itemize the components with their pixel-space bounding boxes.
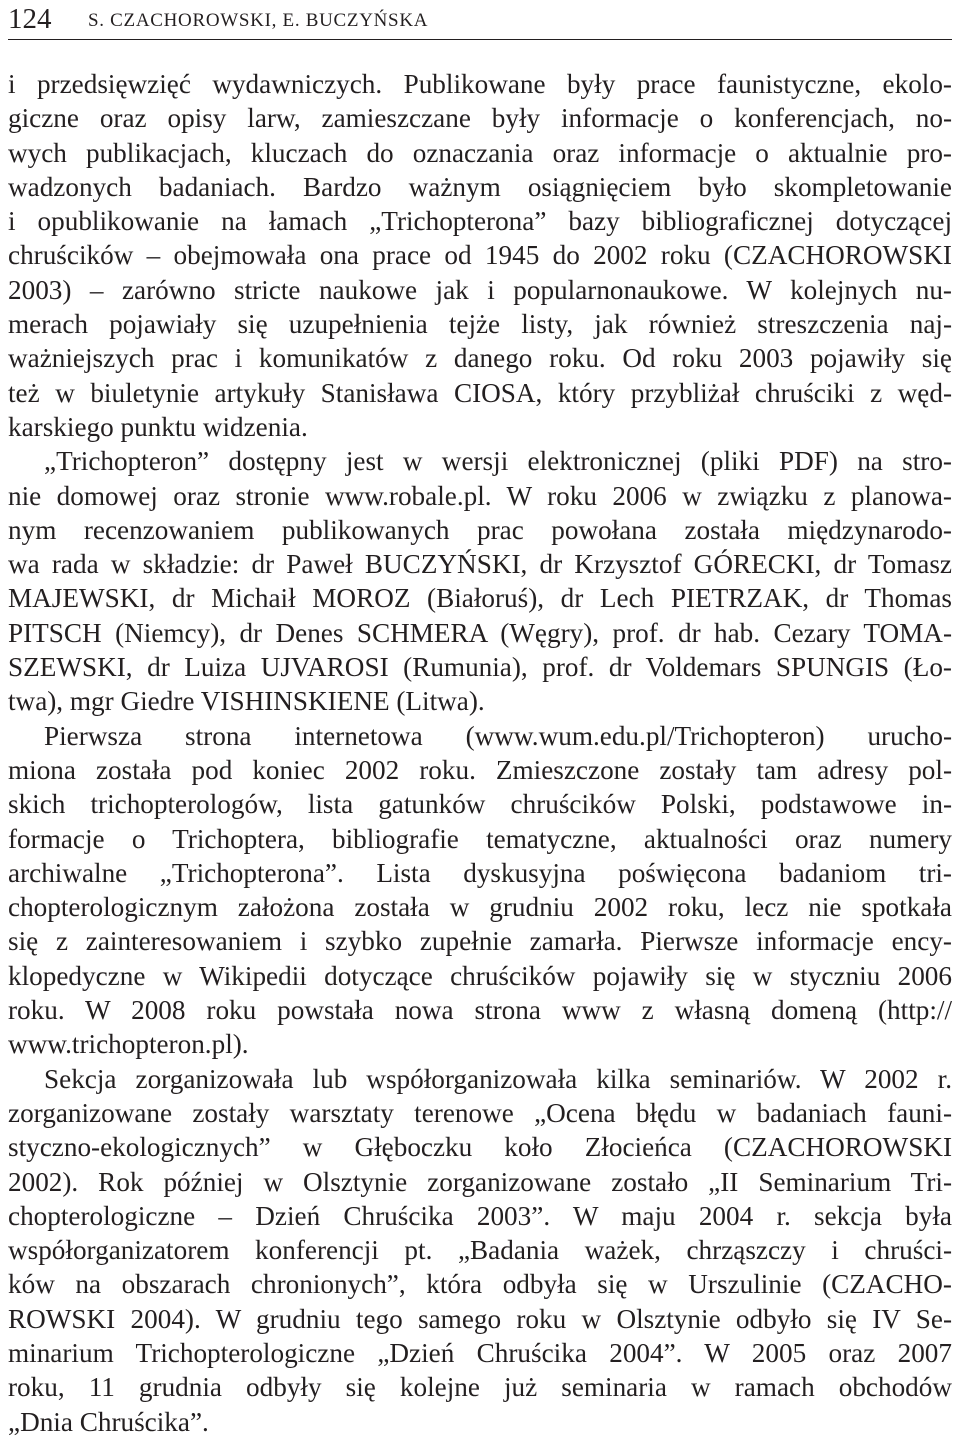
text-line: roku, 11 grudnia odbyły się kolejne już seminaria w ramach obchodów [8,1372,952,1403]
text-line: formacje o Trichoptera, bibliografie tematyczne, aktualności oraz numery [8,823,952,854]
text-line: www.trichopteron.pl). [8,1029,249,1060]
text-line: archiwalne „Trichopterona”. Lista dyskusyjna poświęcona badaniom tri- [8,857,952,888]
header-rule [8,39,952,40]
text-line: wa rada w składzie: dr Paweł BUCZYŃSKI, dr Krzysztof GÓRECKI, dr Tomasz [8,549,952,580]
text-line: chruścików – obejmowała ona prace od 1945 do 2002 roku (CZACHOROWSKI [8,240,952,271]
text-line: nym recenzowaniem publikowanych prac powołana została międzynarodo- [8,514,952,545]
text-line: MAJEWSKI, dr Michaił MOROZ (Białoruś), dr Lech PIETRZAK, dr Thomas [8,583,952,614]
text-line: wych publikacjach, kluczach do oznaczania oraz informacje o aktualnie pro- [8,137,952,168]
text-line: też w biuletynie artykuły Stanisława CIOSA, który przybliżał chruściki z węd- [8,377,952,408]
text-line: 2002). Rok później w Olsztynie zorganizowane zostało „II Seminarium Tri- [8,1166,952,1197]
text-line: Pierwsza strona internetowa (www.wum.edu.pl/Trichopteron) urucho- [44,720,952,751]
text-line: się z zainteresowaniem i szybko zupełnie zamarła. Pierwsze informacje ency- [8,926,952,957]
text-line: PITSCH (Niemcy), dr Denes SCHMERA (Węgry), prof. dr hab. Cezary TOMA- [8,617,952,648]
text-line: skich trichopterologów, lista gatunków chruścików Polski, podstawowe in- [8,789,952,820]
text-line: SZEWSKI, dr Luiza UJVAROSI (Rumunia), prof. dr Voldemars SPUNGIS (Ło- [8,652,952,683]
text-line: miona została pod koniec 2002 roku. Zmieszczone zostały tam adresy pol- [8,754,952,785]
text-line: roku. W 2008 roku powstała nowa strona www z własną domeną (http:// [8,995,952,1026]
text-line: i przedsięwzięć wydawniczych. Publikowane były prace faunistyczne, ekolo- [8,69,952,99]
text-line: zorganizowane zostały warsztaty terenowe „Ocena błędu w badaniach fauni- [8,1097,952,1128]
text-line: karskiego punktu widzenia. [8,411,308,442]
text-line: chopterologiczne – Dzień Chruścika 2003”. W maju 2004 r. sekcja była [8,1200,952,1231]
text-line: chopterologicznym założona została w grudniu 2002 roku, lecz nie spotkała [8,892,952,923]
text-line: minarium Trichopterologiczne „Dzień Chruścika 2004”. W 2005 oraz 2007 [8,1337,952,1368]
text-line: „Trichopteron” dostępny jest w wersji elektronicznej (pliki PDF) na stro- [44,446,952,477]
text-line: ków na obszarach chronionych”, która odbyła się w Urszulinie (CZACHO- [8,1269,952,1300]
running-head: S. CZACHOROWSKI, E. BUCZYŃSKA [88,10,429,31]
text-line: i opublikowanie na łamach „Trichopterona” bazy bibliograficznej dotyczącej [8,206,952,237]
text-line: klopedyczne w Wikipedii dotyczące chruścików pojawiły się w styczniu 2006 [8,960,952,991]
page-number: 124 [8,3,52,35]
text-line: giczne oraz opisy larw, zamieszczane były informacje o konferencjach, no- [8,103,952,134]
text-line: ważniejszych prac i komunikatów z danego roku. Od roku 2003 pojawiły się [8,343,952,374]
text-line: nie domowej oraz stronie www.robale.pl. W roku 2006 w związku z planowa- [8,480,952,511]
document-page [8,0,952,1455]
text-line: ROWSKI 2004). W grudniu tego samego roku w Olsztynie odbyło się IV Se- [8,1303,952,1334]
text-line: 2003) – zarówno stricte naukowe jak i popularnonaukowe. W kolejnych nu- [8,274,952,305]
text-line: współorganizatorem konferencji pt. „Badania ważek, chrząszczy i chruści- [8,1235,952,1266]
text-line: Sekcja zorganizowała lub współorganizowała kilka seminariów. W 2002 r. [44,1063,952,1094]
body-text [8,67,952,1439]
text-line: styczno-ekologicznych” w Głęboczku koło Złocieńca (CZACHOROWSKI [8,1132,952,1163]
text-line: wadzonych badaniach. Bardzo ważnym osiągnięciem było skompletowanie [8,171,952,202]
page-header [8,2,952,38]
text-line: merach pojawiały się uzupełnienia tejże listy, jak również streszczenia naj- [8,309,952,340]
text-line: „Dnia Chruścika”. [8,1406,209,1437]
text-line: twa), mgr Giedre VISHINSKIENE (Litwa). [8,686,485,717]
